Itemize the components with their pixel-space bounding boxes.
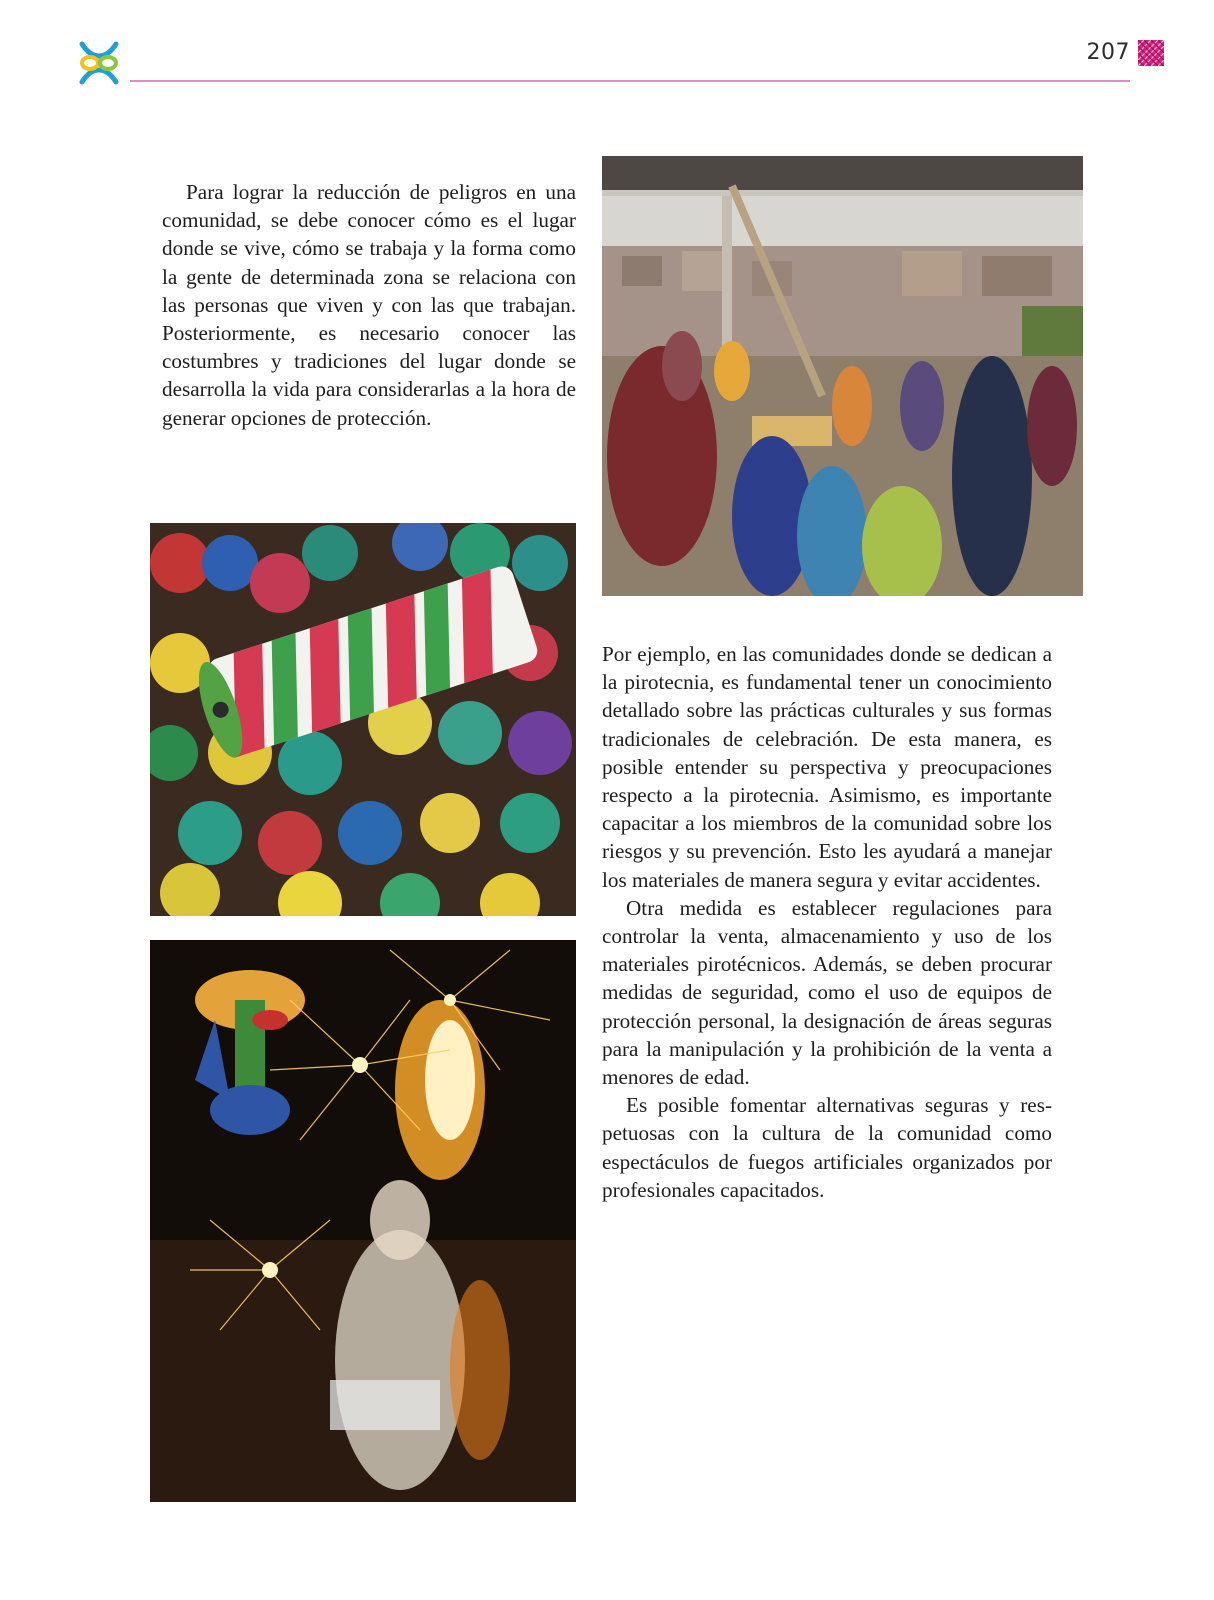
body-paragraph: Por ejemplo, en las comunidades donde se dedican a la pirotecnia, es fundamental tener un conocimiento detallado sobre las prácticas culturales y sus formas tradicionales de celebración. De esta manera, es posible entender su perspectiva y preocupaciones respecto a la pirotecnia. Asimismo, es importante capacitar a los miembros de la comunidad sobre los riesgos y su prevención. Esto les ayudará a manejar los materiales de manera segura y evitar accidentes. (602, 642, 1052, 892)
community-meeting-photo (602, 156, 1083, 596)
woven-pattern-icon (1138, 40, 1164, 66)
body-paragraph: Otra medida es establecer regulaciones para controlar la venta, almacenamiento y uso de los materiales pirotécnicos. Además, se deben procurar medidas de seguridad, como el uso de equipos de protección personal, la designación de áreas seguras para la manipulación y la prohibición de la venta a menores de edad. (602, 895, 1052, 1090)
page-number: 207 (1086, 40, 1130, 65)
intro-text (162, 178, 576, 432)
logo-icon (74, 38, 124, 88)
header-rule (130, 80, 1130, 82)
body-text (602, 640, 1052, 1204)
intro-paragraph: Para lograr la reducción de peligros en una comunidad, se debe conocer cómo es el lugar donde se vive, cómo se trabaja y la forma como la gente de determinada zona se relaciona con las personas que viven y con las que trabajan. Posteriormente, es necesario conocer las costumbres y tradiciones del lugar donde se desarrolla la vida para considerarlas a la hora de generar opciones de protección. (162, 180, 576, 430)
sparkler-performer-photo (150, 940, 576, 1502)
body-paragraph: Es posible fomentar alternativas seguras y respetuosas con la cultura de la comunidad como espectáculos de fuegos artificiales organizados por profesionales capacitados. (602, 1093, 1052, 1202)
fireworks-balls-photo (150, 523, 576, 916)
